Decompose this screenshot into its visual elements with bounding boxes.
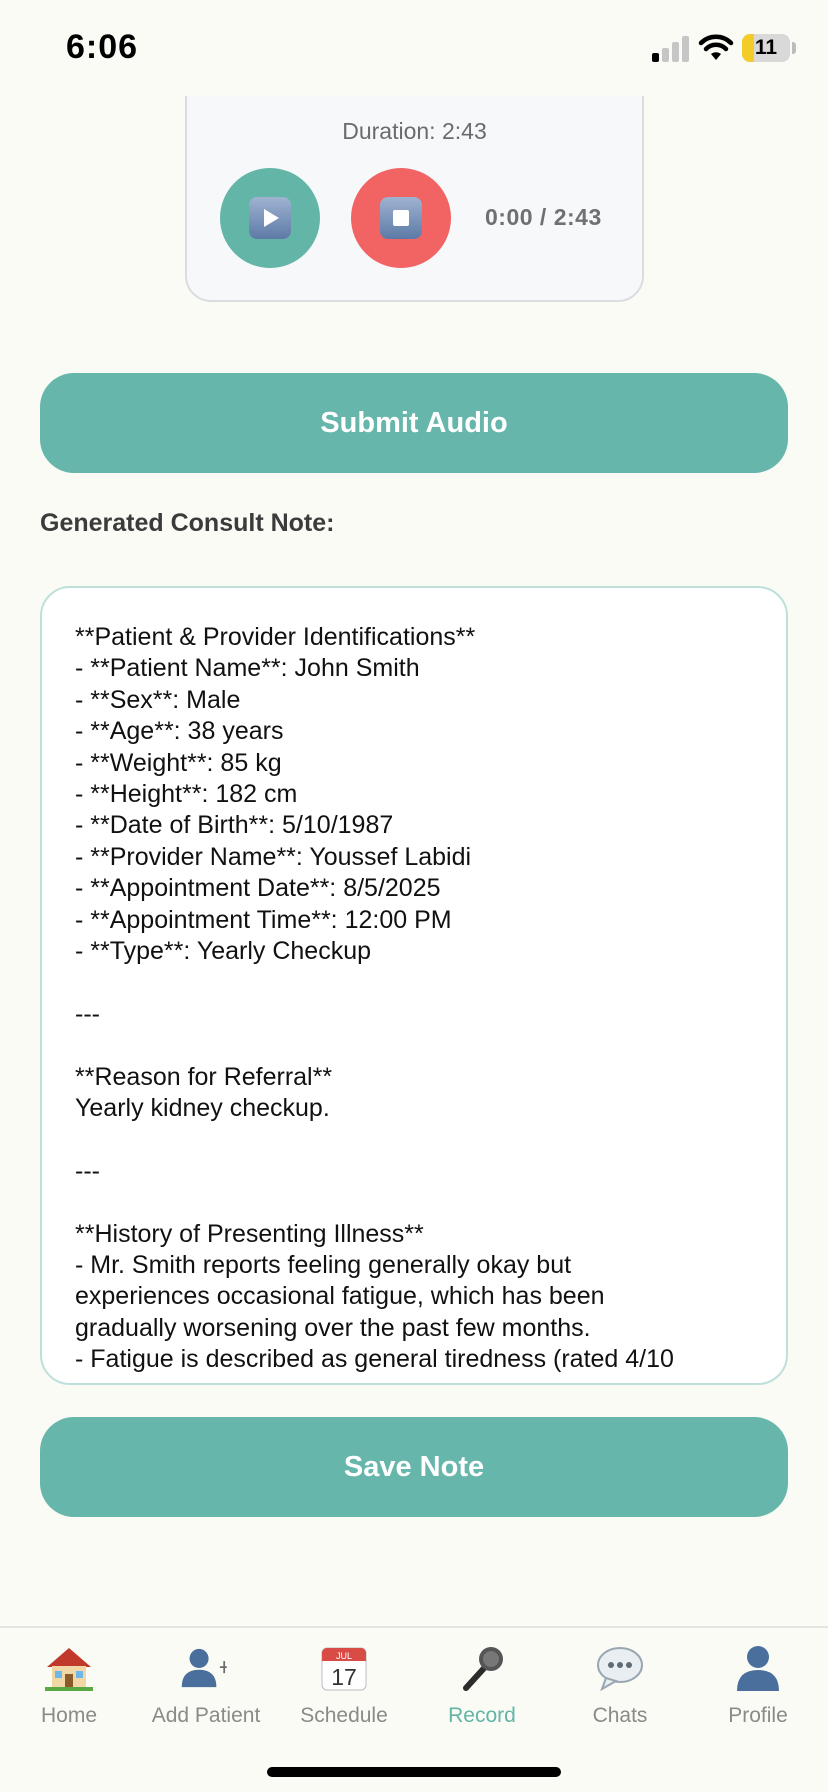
calendar-icon: [318, 1642, 370, 1694]
speech-bubble-icon: [594, 1642, 646, 1694]
note-line: - **Appointment Date**: 8/5/2025: [75, 874, 441, 903]
tab-home[interactable]: [0, 1642, 138, 1742]
save-note-button[interactable]: Save Note: [40, 1417, 788, 1517]
tab-label: Schedule: [300, 1704, 388, 1727]
note-line: - **Type**: Yearly Checkup: [75, 937, 372, 966]
stop-icon: [380, 197, 422, 239]
consult-note-textarea[interactable]: [40, 586, 788, 1385]
microphone-icon: [456, 1642, 508, 1694]
note-line: **Reason for Referral**: [75, 1062, 333, 1091]
note-line: - **Height**: 182 cm: [75, 780, 298, 809]
audio-duration: Duration: 2:43: [342, 118, 487, 144]
tab-label: Record: [448, 1704, 516, 1727]
status-bar: [0, 0, 828, 96]
note-line: experiences occasional fatigue, which has been: [75, 1282, 605, 1311]
note-line: - **Patient Name**: John Smith: [75, 654, 420, 683]
consult-note-text: [75, 622, 765, 1376]
note-line: ---: [75, 999, 100, 1028]
tab-label: Home: [40, 1704, 98, 1727]
note-line: - **Sex**: Male: [75, 685, 241, 714]
person-icon: [732, 1642, 784, 1694]
calendar-month: JUL: [335, 1651, 353, 1661]
note-line: [75, 1124, 765, 1155]
tab-chats[interactable]: [551, 1642, 689, 1742]
tab-record[interactable]: [413, 1642, 551, 1742]
note-line: [75, 1030, 765, 1061]
note-line: gradually worsening over the past few months.: [75, 1313, 591, 1342]
home-indicator[interactable]: [267, 1767, 561, 1777]
consult-note-heading: Generated Consult Note:: [40, 509, 335, 537]
note-line: - **Appointment Time**: 12:00 PM: [75, 905, 452, 934]
tab-add-patient[interactable]: [137, 1642, 275, 1742]
tab-label: Profile: [728, 1704, 788, 1727]
add-patient-icon: [180, 1642, 232, 1694]
status-time: 6:06: [66, 28, 139, 66]
note-line: **History of Presenting Illness**: [75, 1219, 424, 1248]
note-line: - Fatigue is described as general tiredness (rated 4/10: [75, 1345, 674, 1374]
note-line: - **Age**: 38 years: [75, 717, 284, 746]
note-line: [75, 1187, 765, 1218]
note-line: Yearly kidney checkup.: [75, 1094, 330, 1123]
tab-schedule[interactable]: [275, 1642, 413, 1742]
note-line: - **Provider Name**: Youssef Labidi: [75, 842, 472, 871]
battery-icon: [742, 34, 790, 62]
wifi-icon: [698, 34, 734, 62]
playback-time-readout: 0:00 / 2:43: [485, 204, 602, 230]
note-line: - **Weight**: 85 kg: [75, 748, 282, 777]
house-icon: [43, 1642, 95, 1694]
stop-button[interactable]: [351, 168, 451, 268]
note-line: - **Date of Birth**: 5/10/1987: [75, 811, 394, 840]
note-line: **Patient & Provider Identifications**: [75, 623, 476, 651]
tab-profile[interactable]: [689, 1642, 827, 1742]
tab-label: Chats: [592, 1704, 648, 1727]
play-icon: [249, 197, 291, 239]
note-line: [75, 967, 765, 998]
cellular-signal-icon: [652, 36, 688, 62]
battery-nub: [792, 42, 796, 54]
calendar-day: 17: [331, 1664, 357, 1690]
submit-audio-button[interactable]: Submit Audio: [40, 373, 788, 473]
tab-label: Add Patient: [151, 1704, 261, 1727]
note-line: - Mr. Smith reports feeling generally okay but: [75, 1251, 572, 1280]
note-line: ---: [75, 1156, 100, 1185]
play-button[interactable]: [220, 168, 320, 268]
battery-level: 11: [754, 36, 778, 59]
